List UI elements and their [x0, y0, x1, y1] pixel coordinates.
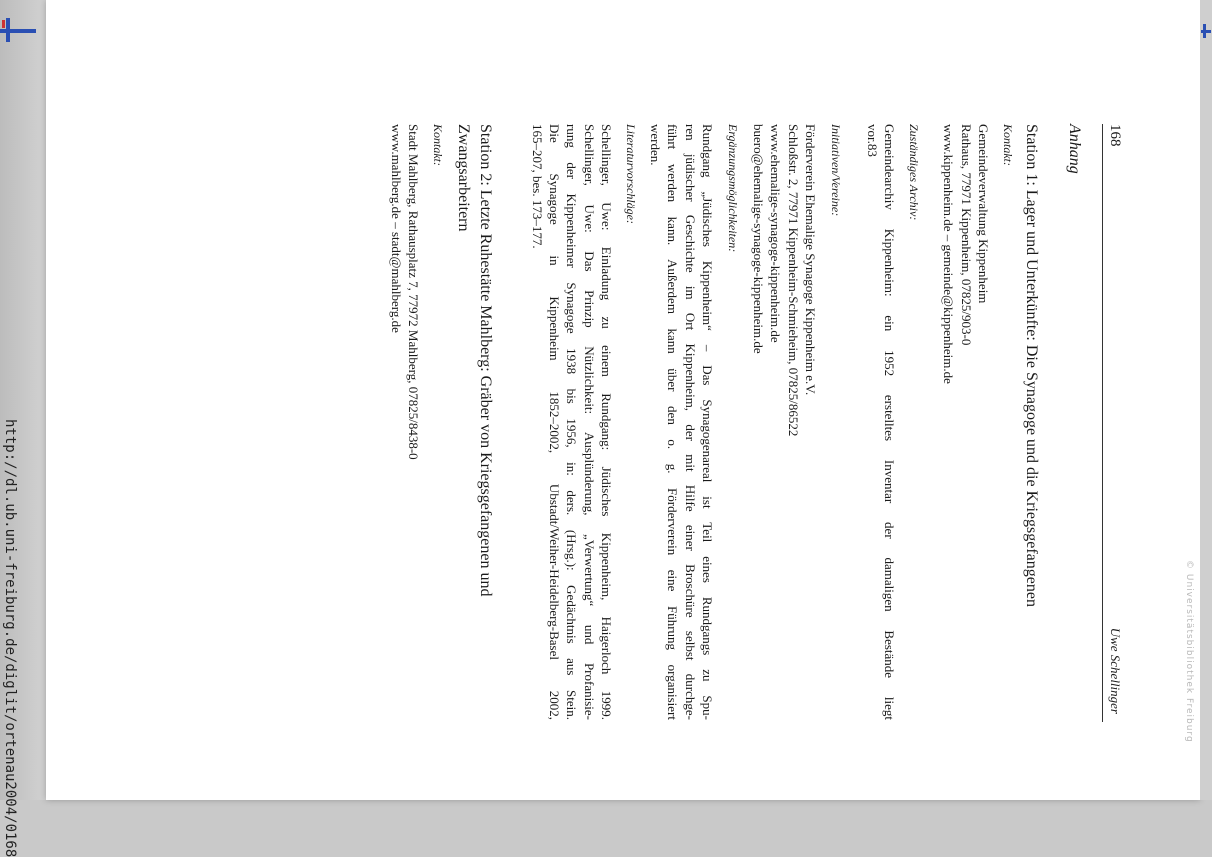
- running-head-author: Uwe Schellinger: [1108, 627, 1123, 714]
- text-line: rung der Kippenheimer Synagoge 1938 bis 1956, in: ders. (Hrsg.): Gedächtnis aus Stein.: [564, 124, 580, 720]
- text-line: Förderverein Ehemalige Synagoge Kippenheim e.V.: [803, 124, 818, 396]
- section-heading: Anhang: [1066, 124, 1083, 174]
- station1-archiv-label: Zuständiges Archiv:: [907, 124, 921, 221]
- scan-marker-icon: [0, 18, 36, 42]
- station2-kontakt: [387, 124, 422, 460]
- text-line: buero@ehemalige-synagoge-kippenheim.de: [751, 124, 767, 354]
- station1-literatur: [529, 124, 615, 720]
- station1-ergaenzung-label: Ergänzungsmöglichkeiten:: [726, 124, 740, 253]
- text-line: www.ehemalige-synagoge-kippenheim.de: [768, 124, 784, 343]
- station1-kontakt-label: Kontakt:: [1001, 124, 1015, 166]
- text-line: Die Synagoge in Kippenheim 1852–2002, Ubstadt/Weiher-Heidelberg-Basel 2002,: [547, 124, 563, 720]
- text-line: ren jüdischer Geschichte im Ort Kippenheim, der mit Hilfe einer Broschüre selbst durchge-: [682, 124, 698, 720]
- text-line: vor.83: [864, 124, 880, 157]
- station1-title: Station 1: Lager und Unterkünfte: Die Synagoge und die Kriegsgefangenen: [1023, 124, 1040, 607]
- text-line: Schellinger, Uwe: Einladung zu einem Rundgang: Jüdisches Kippenheim, Haigerloch 1999.: [599, 124, 614, 720]
- text-line: werden.: [648, 124, 664, 166]
- source-url: http://dl.ub.uni-freiburg.de/diglit/ortenau2004/0168: [2, 419, 18, 857]
- text-line: Stadt Mahlberg, Rathausplatz 7, 77972 Mahlberg, 07825/8438-0: [406, 124, 421, 460]
- header-rule: [1102, 124, 1103, 722]
- text-line: Schellinger, Uwe: Das Prinzip Nützlichkeit: Ausplünderung, „Verwertung“ und Profanisie-: [581, 124, 597, 720]
- station1-kontakt: [940, 124, 992, 384]
- text-line: Gemeindeverwaltung Kippenheim: [976, 124, 991, 304]
- text-line: www.mahlberg.de – stadt@mahlberg.de: [388, 124, 404, 333]
- station1-vereine: [750, 124, 819, 436]
- station1-vereine-label: Initiativen/Vereine:: [829, 124, 843, 217]
- text-line: Rundgang „Jüdisches Kippenheim“ – Das Synagogenareal ist Teil eines Rundgangs zu Spu-: [700, 124, 715, 720]
- station2-title: [452, 124, 496, 596]
- text-line: Station 2: Letzte Ruhestätte Mahlberg: Gräber von Kriegsgefangenen und: [477, 124, 494, 597]
- scan-right-margin: [1200, 0, 1212, 800]
- station1-literatur-label: Literaturvorschläge:: [624, 124, 638, 224]
- text-line: 165–207, bes. 173–177.: [529, 124, 545, 249]
- text-line: Rathaus, 77971 Kippenheim, 07825/903-0: [958, 124, 974, 346]
- station1-archiv: [863, 124, 898, 720]
- bleed-through-text: © Universitätsbibliothek Freiburg: [1184, 560, 1194, 743]
- station2-kontakt-label: Kontakt:: [431, 124, 445, 166]
- text-line: Zwangsarbeitern: [455, 124, 472, 232]
- text-line: führt werden kann. Außerdem kann über den o. g. Förderverein eine Führung organisiert: [665, 124, 681, 720]
- text-line: Schloßstr. 2, 77971 Kippenheim-Schmieheim, 07825/86522: [785, 124, 801, 437]
- text-line: www.kippenheim.de – gemeinde@kippenheim.de: [941, 124, 957, 384]
- page-content: [204, 124, 1124, 724]
- text-line: Gemeindearchiv Kippenheim: ein 1952 erstelltes Inventar der damaligen Bestände liegt: [882, 124, 897, 720]
- page-number: 168: [1107, 124, 1123, 147]
- station1-ergaenzung: [647, 124, 716, 720]
- scan-marker-icon: [1201, 24, 1211, 38]
